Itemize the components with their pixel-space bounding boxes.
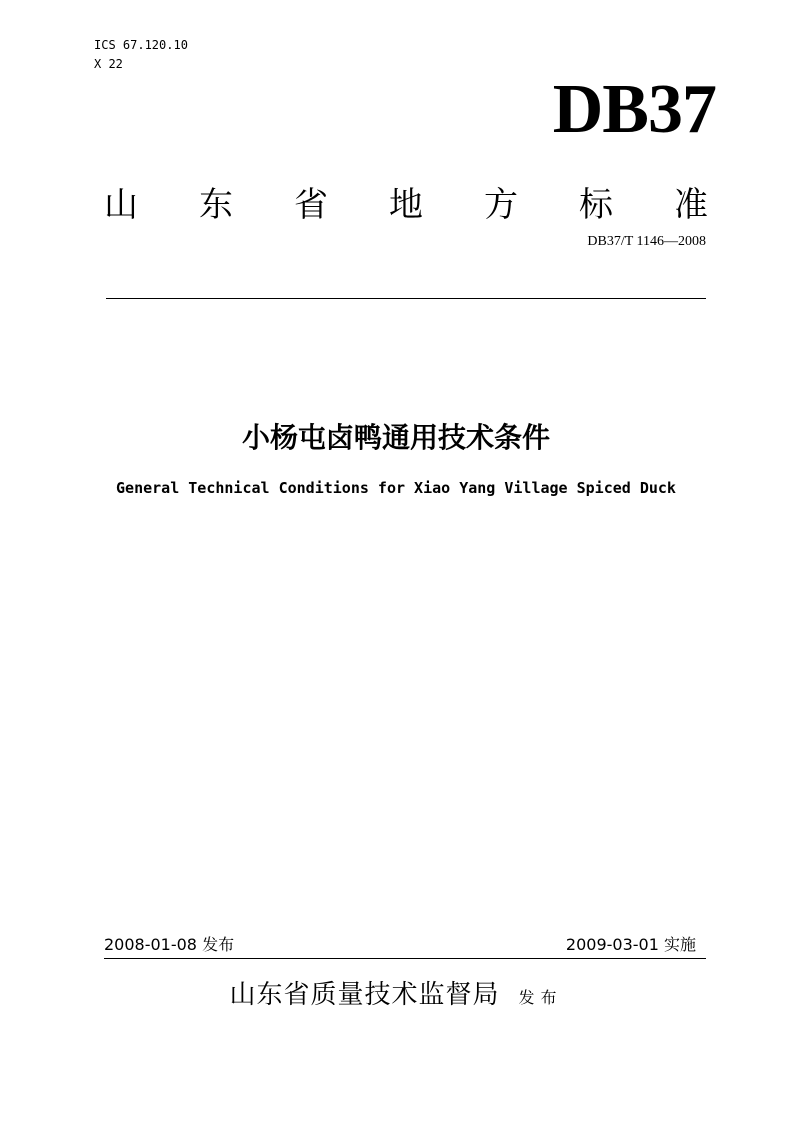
standard-type [104,183,708,227]
standard-number: DB37/T 1146—2008 [587,234,706,249]
footer-divider [104,958,706,959]
standard-type-char: 山 [104,185,138,225]
standard-type-char: 方 [484,185,518,225]
classification-code: X 22 [94,57,123,71]
implementation-date: 2009-03-01 实施 [565,935,696,954]
standard-type-char: 省 [294,185,328,225]
standard-type-char: 东 [199,185,233,225]
issuer-line [0,976,792,1017]
standard-logo: DB37 [552,71,716,148]
issuer-suffix: 发布 [518,988,563,1007]
header-divider [106,298,706,299]
standard-type-char: 地 [389,185,423,225]
issuer-name: 山东省质量技术监督局 [229,980,500,1010]
standard-type-char: 准 [674,185,708,225]
ics-code: ICS 67.120.10 [94,38,188,52]
document-title-chinese: 小杨屯卤鸭通用技术条件 [241,421,550,454]
issue-date: 2008-01-08 发布 [104,935,235,954]
document-title-english: General Technical Conditions for Xiao Yang Village Spiced Duck [116,479,676,497]
standard-type-char: 标 [579,185,613,225]
